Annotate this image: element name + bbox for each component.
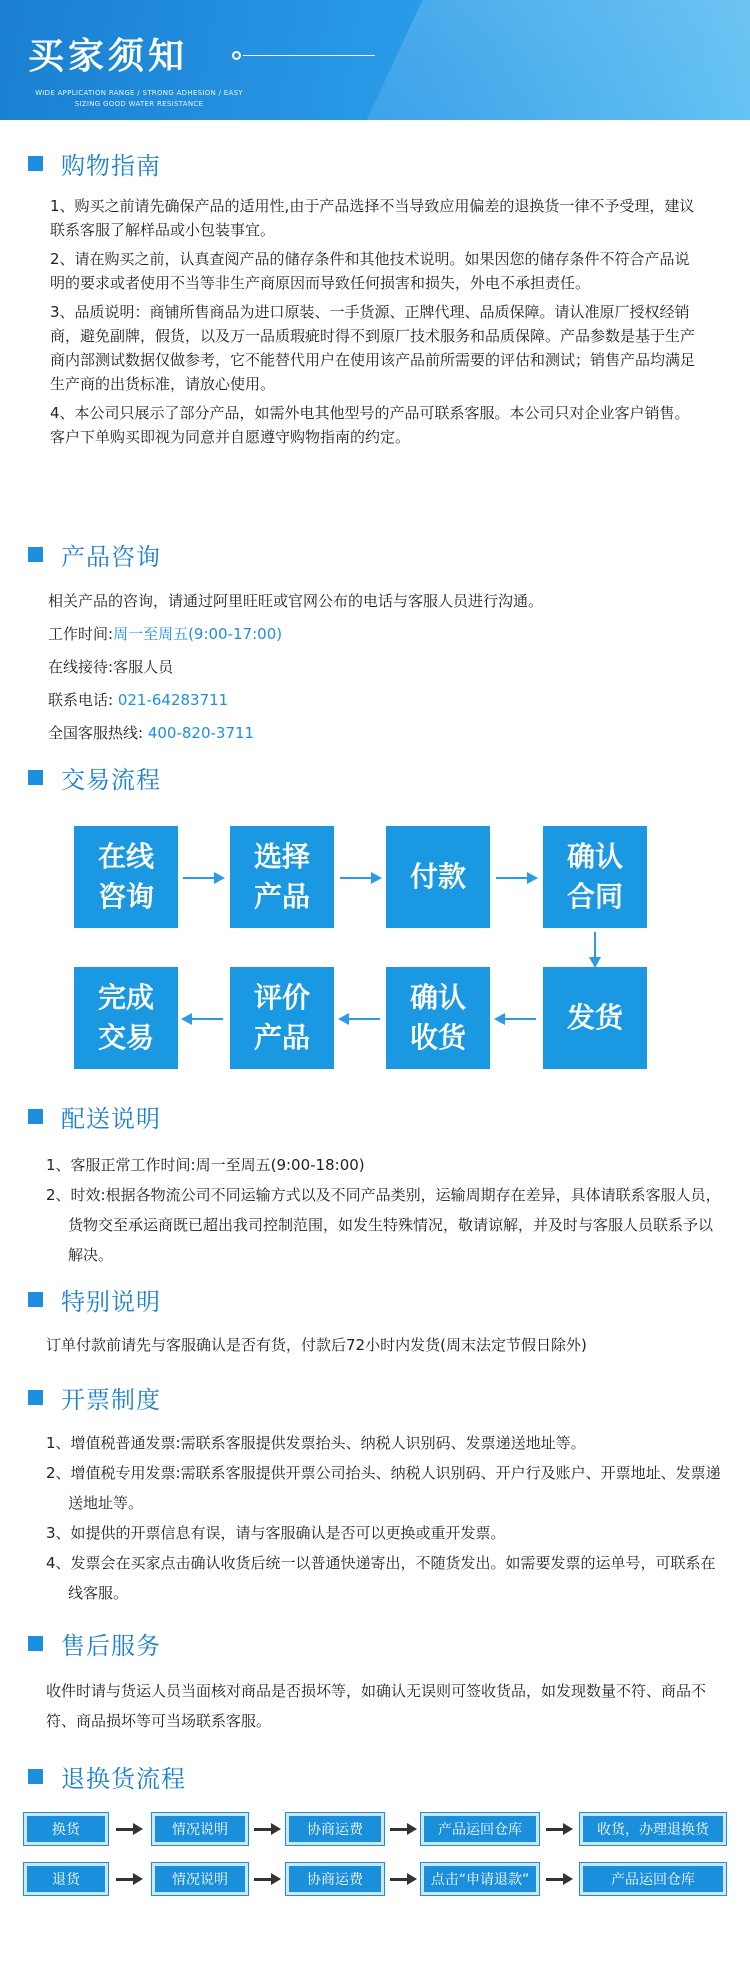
section-delivery xyxy=(28,1099,161,1133)
section-return-flow xyxy=(28,1759,186,1793)
arrow-right-icon xyxy=(183,877,223,879)
paragraph: 收件时请与货运人员当面核对商品是否损坏等，如确认无误则可签收货品，如发现数量不符、商品不符、商品损坏等可当场联系客服。 xyxy=(46,1682,707,1730)
online-row xyxy=(48,651,728,684)
section-title: 交易流程 xyxy=(61,765,161,794)
return-step: 协商运费 xyxy=(286,1863,384,1895)
phone-row xyxy=(48,684,728,717)
paragraph: 1、客服正常工作时间:周一至周五(9:00-18:00) xyxy=(46,1156,365,1174)
return-step: 退货 xyxy=(24,1863,108,1895)
hotline-value[interactable]: 400-820-3711 xyxy=(147,724,255,742)
phone-value[interactable]: 021-64283711 xyxy=(117,691,229,709)
paragraph: 3、品质说明：商铺所售商品为进口原装、一手货源、正牌代理、品质保障。请认准原厂授权经销商，避免副牌，假货，以及万一品质瑕疵时得不到原厂技术服务和品质保障。产品参数是基于生产商内部测试数据仅做参考，它不能替代用户在使用该产品前所需要的评估和测试；销售产品均满足生产商的出货标准，请放心使用。 xyxy=(50,303,696,393)
return-step: 情况说明 xyxy=(152,1813,248,1845)
section-title: 特别说明 xyxy=(61,1287,161,1316)
flow-step: 确认合同 xyxy=(543,826,647,928)
square-icon xyxy=(28,1769,43,1784)
section-title: 产品咨询 xyxy=(61,542,161,571)
section-title: 开票制度 xyxy=(61,1385,161,1414)
square-icon xyxy=(28,1292,43,1307)
arrow-right-icon xyxy=(390,1878,414,1881)
header-banner xyxy=(0,0,750,120)
return-step: 产品运回仓库 xyxy=(580,1863,726,1895)
square-icon xyxy=(28,1109,43,1124)
return-step: 产品运回仓库 xyxy=(421,1813,539,1845)
hours-row xyxy=(48,618,728,651)
flow-step: 在线咨询 xyxy=(74,826,178,928)
arrow-down-icon xyxy=(594,932,596,966)
section-invoice xyxy=(28,1380,161,1414)
return-step: 协商运费 xyxy=(286,1813,384,1845)
arrow-right-icon xyxy=(496,877,536,879)
arrow-right-icon xyxy=(390,1828,414,1831)
banner-title: 买家须知 xyxy=(28,36,189,77)
paragraph: 4、本公司只展示了部分产品，如需外电其他型号的产品可联系客服。本公司只对企业客户销售。客户下单购买即视为同意并自愿遵守购物指南的约定。 xyxy=(50,404,690,446)
square-icon xyxy=(28,770,43,785)
flow-step: 确认收货 xyxy=(386,967,490,1069)
section-title: 配送说明 xyxy=(61,1104,161,1133)
section-after-sales xyxy=(28,1626,161,1660)
after-sales-body xyxy=(46,1676,716,1736)
return-step: 点击“申请退款” xyxy=(421,1863,539,1895)
special-body xyxy=(46,1332,736,1358)
arrow-left-icon xyxy=(183,1018,223,1020)
circle-icon xyxy=(232,51,241,60)
delivery-body xyxy=(46,1150,726,1270)
online-value: 客服人员 xyxy=(113,658,174,676)
invoice-body xyxy=(46,1428,726,1608)
section-trade-flow xyxy=(28,760,161,794)
section-special xyxy=(28,1282,161,1316)
flow-step: 付款 xyxy=(386,826,490,928)
square-icon xyxy=(28,547,43,562)
hours-label: 工作时间: xyxy=(48,625,114,643)
section-title: 退换货流程 xyxy=(61,1764,186,1793)
return-step: 换货 xyxy=(24,1813,108,1845)
arrow-right-icon xyxy=(546,1828,570,1831)
hotline-label: 全国客服热线: xyxy=(48,724,148,742)
flow-step: 完成交易 xyxy=(74,967,178,1069)
arrow-right-icon xyxy=(254,1828,278,1831)
section-shopping-guide xyxy=(28,146,161,180)
flow-step: 选择产品 xyxy=(230,826,334,928)
arrow-right-icon xyxy=(116,1828,140,1831)
banner-subtitle: WIDE APPLICATION RANGE / STRONG ADHESION / EASY SIZING GOOD WATER RESISTANCE xyxy=(35,89,243,108)
section-title: 售后服务 xyxy=(61,1631,161,1660)
return-step: 情况说明 xyxy=(152,1863,248,1895)
consult-intro: 相关产品的咨询，请通过阿里旺旺或官网公布的电话与客服人员进行沟通。 xyxy=(48,592,544,610)
paragraph: 4、发票会在买家点击确认收货后统一以普通快递寄出，不随货发出。如需要发票的运单号，可联系在线客服。 xyxy=(46,1554,716,1602)
paragraph: 1、购买之前请先确保产品的适用性,由于产品选择不当导致应用偏差的退换货一律不予受理，建议联系客服了解样品或小包装事宜。 xyxy=(50,197,695,239)
paragraph: 1、增值税普通发票:需联系客服提供发票抬头、纳税人识别码、发票递送地址等。 xyxy=(46,1434,586,1452)
section-consult xyxy=(28,537,161,571)
square-icon xyxy=(28,1390,43,1405)
phone-label: 联系电话: xyxy=(48,691,118,709)
return-step: 收货，办理退换货 xyxy=(580,1813,726,1845)
arrow-right-icon xyxy=(546,1878,570,1881)
consult-body xyxy=(48,585,728,750)
arrow-left-icon xyxy=(496,1018,536,1020)
arrow-right-icon xyxy=(116,1878,140,1881)
hotline-row xyxy=(48,717,728,750)
arrow-right-icon xyxy=(254,1878,278,1881)
hours-value: 周一至周五(9:00-17:00) xyxy=(113,625,283,643)
square-icon xyxy=(28,156,43,171)
paragraph: 2、请在购买之前，认真查阅产品的储存条件和其他技术说明。如果因您的储存条件不符合产品说明的要求或者使用不当等非生产商原因而导致任何损害和损失，外电不承担责任。 xyxy=(50,250,690,292)
arrow-right-icon xyxy=(340,877,380,879)
square-icon xyxy=(28,1636,43,1651)
flow-step: 评价产品 xyxy=(230,967,334,1069)
flow-step: 发货 xyxy=(543,967,647,1069)
paragraph: 订单付款前请先与客服确认是否有货，付款后72小时内发货(周末法定节假日除外) xyxy=(46,1336,587,1354)
arrow-left-icon xyxy=(340,1018,380,1020)
shopping-guide-body xyxy=(50,194,702,454)
paragraph: 3、如提供的开票信息有误，请与客服确认是否可以更换或重开发票。 xyxy=(46,1524,506,1542)
paragraph: 2、增值税专用发票:需联系客服提供开票公司抬头、纳税人识别码、开户行及账户、开票地址、发票递送地址等。 xyxy=(46,1464,721,1512)
section-title: 购物指南 xyxy=(61,151,161,180)
online-label: 在线接待: xyxy=(48,658,114,676)
paragraph: 2、时效:根据各物流公司不同运输方式以及不同产品类别，运输周期存在差异，具体请联系客服人员，货物交至承运商既已超出我司控制范围，如发生特殊情况，敬请谅解，并及时与客服人员联系予以解决。 xyxy=(46,1186,721,1264)
divider xyxy=(243,55,375,56)
